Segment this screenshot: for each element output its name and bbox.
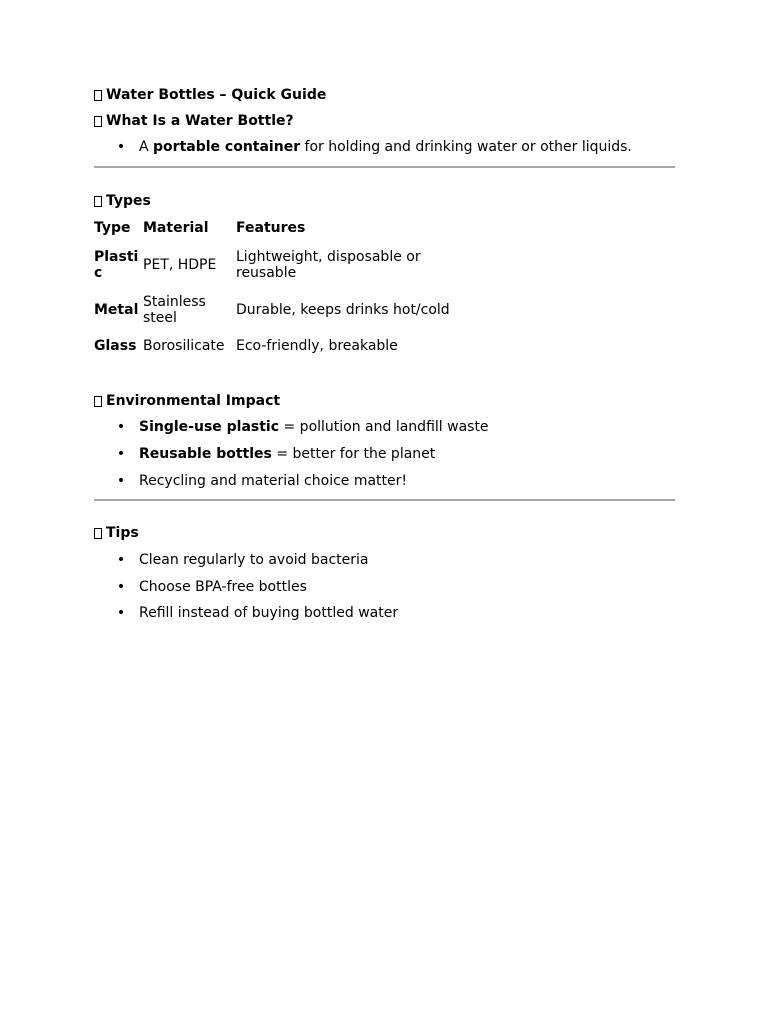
table-cell-type: Metal [94,302,139,318]
list-item-text: Refill instead of buying bottled water [139,605,399,621]
bullet-icon: • [116,605,126,621]
section-heading-types [94,192,151,210]
section-heading-environment [94,392,280,410]
emoji-placeholder-icon [94,116,102,127]
table-cell-type: Plasti c [94,249,139,281]
table-cell-features: Eco-friendly, breakable [236,338,398,354]
list-item-text: Clean regularly to avoid bacteria [139,552,369,568]
divider [94,166,675,168]
section-heading-tips-text: Tips [106,525,139,541]
document-title-text: Water Bottles – Quick Guide [106,87,327,103]
section-heading-environment-text: Environmental Impact [106,393,281,409]
list-item-text: Recycling and material choice matter! [139,473,408,489]
table-cell-material: PET, HDPE [143,257,217,273]
emoji-placeholder-icon [94,90,102,101]
table-cell-features: Durable, keeps drinks hot/cold [236,302,450,318]
list-item-text: Choose BPA-free bottles [139,579,307,595]
table-cell-material: Stainless steel [143,294,206,326]
bullet-icon: • [116,473,126,489]
section-heading-tips [94,524,139,542]
section-heading-what-is-text: What Is a Water Bottle? [106,113,294,129]
emoji-placeholder-icon [94,196,102,207]
list-item-text: A portable container for holding and drinking water or other liquids. [139,139,632,155]
list-item-text: Single-use plastic = pollution and landfill waste [139,419,489,435]
document-title [94,86,326,104]
table-cell-material: Borosilicate [143,338,225,354]
divider [94,499,675,501]
table-header-material: Material [143,220,209,236]
bullet-icon: • [116,579,126,595]
table-header-features: Features [236,220,306,236]
bullet-icon: • [116,552,126,568]
list-item-text: Reusable bottles = better for the planet [139,446,436,462]
section-heading-what-is [94,112,294,130]
table-cell-type: Glass [94,338,137,354]
bullet-icon: • [116,419,126,435]
emoji-placeholder-icon [94,528,102,539]
table-header-type: Type [94,220,131,236]
section-heading-types-text: Types [106,193,151,209]
emoji-placeholder-icon [94,396,102,407]
bullet-icon: • [116,446,126,462]
bullet-icon: • [116,139,126,155]
table-cell-features: Lightweight, disposable or reusable [236,249,421,281]
